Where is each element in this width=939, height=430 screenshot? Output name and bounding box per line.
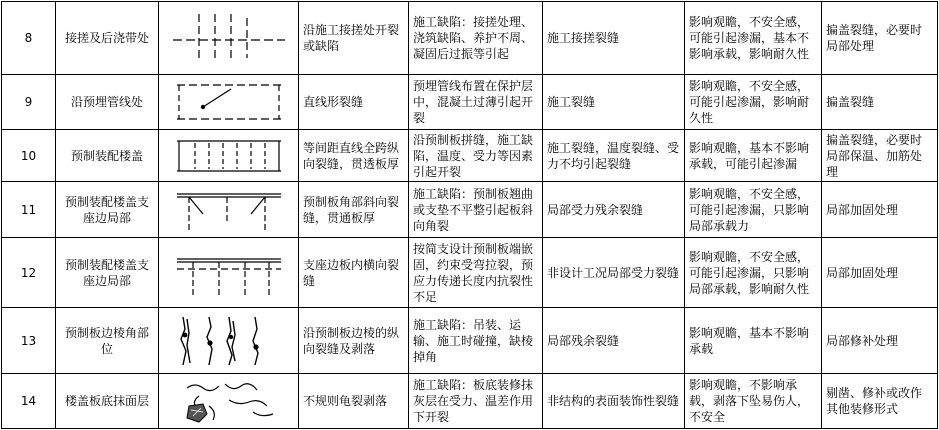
crack-treatment: 局部加固处理 [822,238,938,308]
crack-type: 局部受力残余裂缝 [543,182,685,238]
crack-effect: 影响观瞻，不安全感，可能引起渗漏，影响耐久性 [685,75,822,130]
crack-treatment: 局部修补处理 [822,308,938,374]
table-row [2,238,938,308]
crack-form: 直线形裂缝 [299,75,409,130]
crack-location: 楼盖板底抹面层 [56,374,159,429]
row-number: 13 [2,308,56,374]
crack-location: 接搓及后浇带处 [56,2,159,75]
table-row [2,308,938,374]
crack-type: 施工接搓裂缝 [543,2,685,75]
crack-cause: 施工缺陷：预制板翘曲或支垫不平整引起板斜向角裂 [409,182,543,238]
crack-form: 等间距直线全跨纵向裂缝，贯透板厚 [299,130,409,182]
crack-cause: 预埋管线布置在保护层中，混凝土过薄引起开裂 [409,75,543,130]
crack-effect: 影响观瞻，基本不影响承载 [685,308,822,374]
table-row [2,182,938,238]
row-number: 8 [2,2,56,75]
crack-type: 非设计工况局部受力裂缝 [543,238,685,308]
crack-classification-table [1,1,938,429]
crack-effect: 影响观瞻，不安全感，可能引起渗漏，只影响局部承载力 [685,182,822,238]
crack-type: 非结构的表面装饰性裂缝 [543,374,685,429]
crack-location: 预制装配楼盖支座边局部 [56,238,159,308]
crack-cause: 施工缺陷：吊装、运输、施工时碰撞，缺棱掉角 [409,308,543,374]
crack-form: 不规则龟裂剥落 [299,374,409,429]
crack-form: 预制板角部斜向裂缝，贯通板厚 [299,182,409,238]
crack-location: 预制装配楼盖 [56,130,159,182]
plaster-map-cracking-icon [159,374,299,429]
table-row [2,75,938,130]
crack-type: 施工裂缝，温度裂缝、受力不均引起裂缝 [543,130,685,182]
table-row [2,130,938,182]
crack-treatment: 揙盖裂缝，必要时局部处理 [822,2,938,75]
crack-effect: 影响观瞻，不安全感，可能引起渗漏，基本不影响承载，影响耐久性 [685,2,822,75]
crack-effect: 影响观瞻，不影响承载，剥落下坠易伤人，不安全 [685,374,822,429]
crack-cause: 施工缺陷：板底装修抹灰层在受力、温差作用下开裂 [409,374,543,429]
crack-cause: 按简支设计预制板端嵌固，约束受弯拉裂，预应力传递长度内抗裂性不足 [409,238,543,308]
crack-treatment: 剔凿、修补或改作其他装修形式 [822,374,938,429]
support-corner-diagonal-crack-icon [159,182,299,238]
slab-edge-spalling-icon [159,308,299,374]
crack-type: 施工裂缝 [543,75,685,130]
crack-location: 预制板边棱角部位 [56,308,159,374]
support-edge-transverse-crack-icon [159,238,299,308]
crack-cause: 施工缺陷：接搓处理、浇筑缺陷、养护不周、凝固后过振等引起 [409,2,543,75]
construction-joint-crack-icon [159,2,299,75]
crack-effect: 影响观瞻，不安全感，可能引起渗漏，只影响局部承载，影响耐久性 [685,238,822,308]
crack-form: 沿施工接搓处开裂或缺陷 [299,2,409,75]
crack-treatment: 揙盖裂缝，必要时局部保温、加筋处理 [822,130,938,182]
table-row [2,374,938,429]
row-number: 11 [2,182,56,238]
row-number: 14 [2,374,56,429]
crack-form: 支座边板内横向裂缝 [299,238,409,308]
row-number: 10 [2,130,56,182]
row-number: 12 [2,238,56,308]
crack-treatment: 局部加固处理 [822,182,938,238]
crack-cause: 沿预制板拼缝，施工缺陷，温度、受力等因素引起开裂 [409,130,543,182]
row-number: 9 [2,75,56,130]
crack-treatment: 揙盖裂缝 [822,75,938,130]
crack-effect: 影响观瞻，基本不影响承载，可能引起渗漏 [685,130,822,182]
crack-type: 局部残余裂缝 [543,308,685,374]
crack-form: 沿预制板边棱的纵向裂缝及剥落 [299,308,409,374]
embedded-pipe-crack-icon [159,75,299,130]
crack-location: 沿预埋管线处 [56,75,159,130]
crack-location: 预制装配楼盖支座边局部 [56,182,159,238]
precast-slab-joint-crack-icon [159,130,299,182]
table-row [2,2,938,75]
